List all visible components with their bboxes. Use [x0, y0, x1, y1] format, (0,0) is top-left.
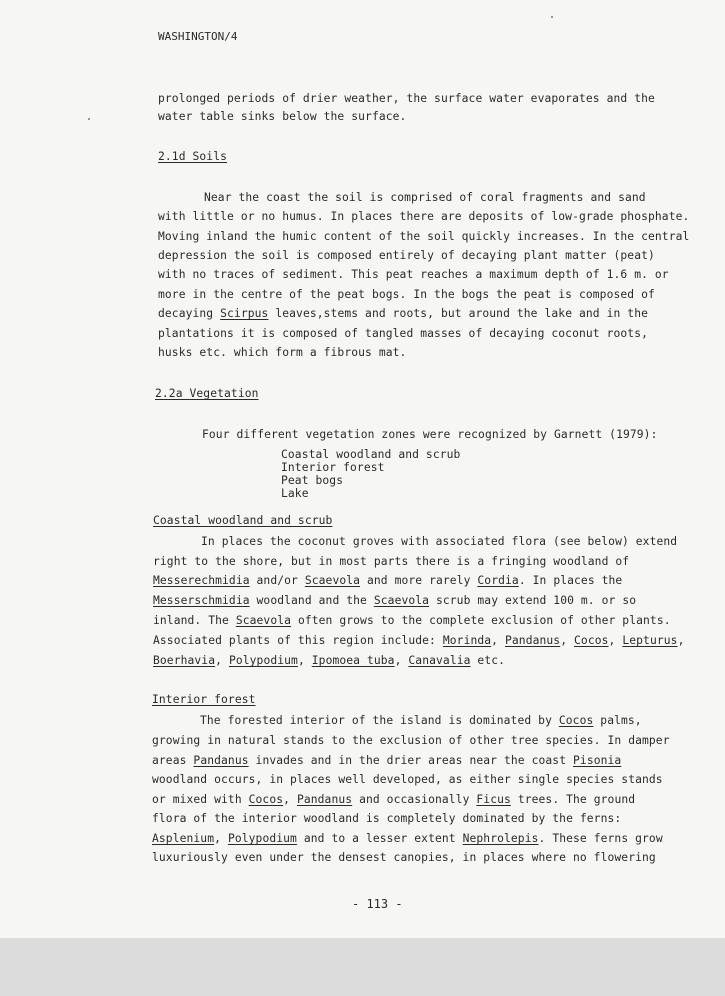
species-name: Pisonia	[573, 754, 622, 767]
scan-speck	[88, 118, 90, 120]
body-line: Messerschmidia woodland and the Scaevola scrub may extend 100 m. or so	[153, 594, 637, 607]
subsection-heading-interior: Interior forest	[152, 693, 256, 706]
species-name: Cocos	[248, 793, 284, 806]
species-name: Canavalia	[408, 654, 471, 667]
species-name: Messerschmidia	[153, 594, 250, 607]
species-name: Morinda	[442, 634, 492, 647]
body-line: Moving inland the humic content of the soil quickly increases. In the central	[158, 230, 690, 243]
species-name: Scaevola	[373, 594, 430, 607]
vegetation-zone-item: Peat bogs	[281, 474, 344, 487]
scan-speck	[551, 16, 553, 18]
species-name: Nephrolepis	[462, 832, 539, 845]
vegetation-zone-item: Coastal woodland and scrub	[281, 448, 461, 461]
species-name: Polypodium	[227, 832, 297, 845]
body-line: The forested interior of the island is dominated by Cocos palms,	[200, 714, 642, 727]
body-line: inland. The Scaevola often grows to the complete exclusion of other plants.	[153, 614, 671, 627]
species-name: Scirpus	[220, 307, 269, 320]
body-line: Four different vegetation zones were recognized by Garnett (1979):	[202, 428, 658, 441]
species-name: Asplenium	[152, 832, 215, 845]
species-name: Pandanus	[504, 634, 561, 647]
body-line: right to the shore, but in most parts there is a fringing woodland of	[153, 555, 630, 568]
section-heading-vegetation: 2.2a Vegetation	[155, 387, 259, 400]
species-name: Ficus	[476, 793, 511, 806]
running-header: WASHINGTON/4	[158, 30, 238, 43]
body-line: husks etc. which form a fibrous mat.	[158, 346, 407, 359]
body-line: Boerhavia, Polypodium, Ipomoea tuba, Canavalia etc.	[153, 654, 506, 667]
body-line: decaying Scirpus leaves,stems and roots, but around the lake and in the	[158, 307, 649, 320]
vegetation-zone-item: Interior forest	[281, 461, 385, 474]
body-line: luxuriously even under the densest canopies, in places where no flowering	[152, 851, 656, 864]
section-heading-soils: 2.1d Soils	[158, 150, 228, 163]
body-line: In places the coconut groves with associated flora (see below) extend	[201, 535, 678, 548]
body-line: flora of the interior woodland is completely dominated by the ferns:	[152, 812, 622, 825]
scan-background	[0, 938, 725, 996]
species-name: Cordia	[477, 574, 519, 587]
page-number: - 113 -	[352, 897, 403, 911]
species-name: Cocos	[574, 634, 609, 647]
body-line: Associated plants of this region include: Morinda, Pandanus, Cocos, Lepturus,	[153, 634, 685, 647]
species-name: Pandanus	[193, 754, 249, 767]
body-line: Near the coast the soil is comprised of coral fragments and sand	[204, 191, 646, 204]
body-line: more in the centre of the peat bogs. In the bogs the peat is composed of	[158, 288, 655, 301]
body-line: with little or no humus. In places there are deposits of low-grade phosphate.	[158, 210, 690, 223]
body-line: or mixed with Cocos, Pandanus and occasionally Ficus trees. The ground	[152, 793, 636, 806]
body-line: growing in natural stands to the exclusion of other tree species. In damper	[152, 734, 670, 747]
species-name: Polypodium	[228, 654, 298, 667]
body-line: water table sinks below the surface.	[158, 110, 407, 123]
body-line: woodland occurs, in places well developed, as either single species stands	[152, 773, 663, 786]
species-name: Lepturus	[622, 634, 678, 647]
subsection-heading-coastal: Coastal woodland and scrub	[153, 514, 333, 527]
body-line: depression the soil is composed entirely of decaying plant matter (peat)	[158, 249, 655, 262]
body-line: Messerechmidia and/or Scaevola and more rarely Cordia. In places the	[153, 574, 623, 587]
body-line: areas Pandanus invades and in the drier areas near the coast Pisonia	[152, 754, 622, 767]
species-name: Ipomoea tuba	[311, 654, 395, 667]
body-line: plantations it is composed of tangled masses of decaying coconut roots,	[158, 327, 648, 340]
body-line: with no traces of sediment. This peat reaches a maximum depth of 1.6 m. or	[158, 268, 669, 281]
species-name: Scaevola	[304, 574, 361, 587]
species-name: Scaevola	[235, 614, 292, 627]
vegetation-zone-item: Lake	[281, 487, 309, 500]
body-line: prolonged periods of drier weather, the surface water evaporates and the	[158, 92, 655, 105]
body-line: Asplenium, Polypodium and to a lesser extent Nephrolepis. These ferns grow	[152, 832, 663, 845]
species-name: Boerhavia	[153, 654, 216, 667]
species-name: Cocos	[558, 714, 594, 727]
species-name: Messerechmidia	[153, 574, 250, 587]
species-name: Pandanus	[296, 793, 353, 806]
